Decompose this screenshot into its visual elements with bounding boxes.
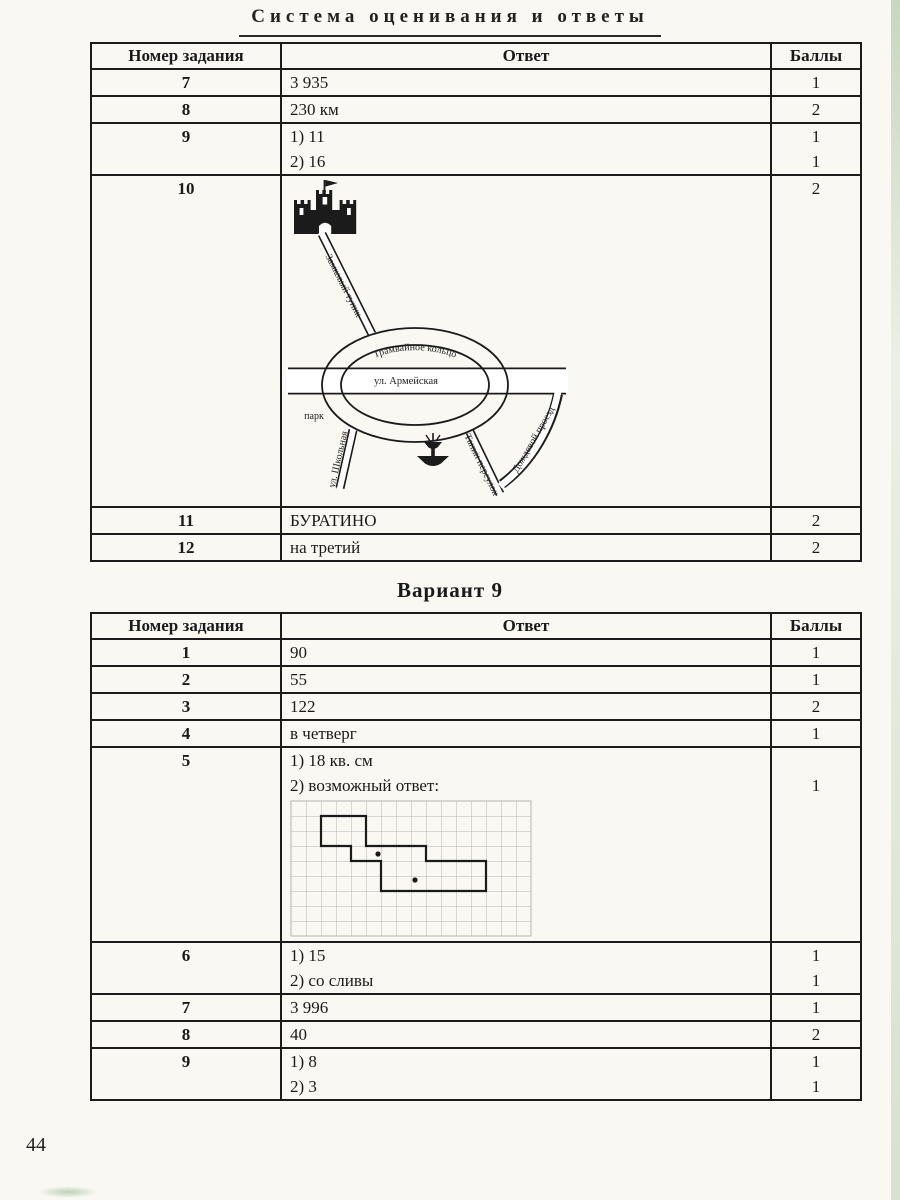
score-cell: 1 — [771, 69, 861, 96]
map-label-tanin-lane: Танин переулок — [461, 432, 501, 498]
col-header-task: Номер задания — [91, 43, 281, 69]
task-number-cell: 9 — [91, 123, 281, 175]
answer-cell: 3 935 — [281, 69, 771, 96]
page-number: 44 — [26, 1134, 46, 1156]
score-cell: 2 — [771, 693, 861, 720]
answer-cell: 55 — [281, 666, 771, 693]
score-cell: 1 — [771, 720, 861, 747]
answer-cell: 1) 8 2) 3 — [281, 1048, 771, 1100]
task-number-cell: 6 — [91, 942, 281, 994]
table-row — [91, 994, 861, 1021]
score-cell: 1 — [771, 747, 861, 942]
answer-cell: 40 — [281, 1021, 771, 1048]
task-number-cell: 12 — [91, 534, 281, 561]
table-row — [91, 693, 861, 720]
answers-table-top — [90, 42, 862, 562]
task-number-cell: 9 — [91, 1048, 281, 1100]
score-cell: 1 1 — [771, 942, 861, 994]
table-row — [91, 534, 861, 561]
table-row — [91, 507, 861, 534]
answer-cell-grid: 1) 18 кв. см 2) возможный ответ: — [281, 747, 771, 942]
col-header-points: Баллы — [771, 43, 861, 69]
answer-cell: 1) 11 2) 16 — [281, 123, 771, 175]
score-cell: 2 — [771, 175, 861, 507]
grid-dot — [412, 877, 417, 882]
answer-cell: 90 — [281, 639, 771, 666]
task-number-cell: 3 — [91, 693, 281, 720]
grid-figure — [290, 800, 532, 937]
answer-cell: 230 км — [281, 96, 771, 123]
table-row — [91, 123, 861, 175]
route-map — [286, 178, 586, 500]
score-cell: 1 — [771, 994, 861, 1021]
task-number-cell: 7 — [91, 994, 281, 1021]
answer-cell-map — [281, 175, 771, 507]
task-number-cell: 4 — [91, 720, 281, 747]
score-cell: 1 — [771, 639, 861, 666]
task-number-cell: 8 — [91, 96, 281, 123]
answer-cell: в четверг — [281, 720, 771, 747]
col-header-answer: Ответ — [281, 613, 771, 639]
variant-heading: Вариант 9 — [397, 578, 503, 602]
map-label-park: парк — [304, 411, 324, 422]
answer-cell: 122 — [281, 693, 771, 720]
answer-cell: на третий — [281, 534, 771, 561]
map-label-tram-ring: Трамвайное кольцо — [371, 342, 459, 361]
answers-table-variant9 — [90, 612, 862, 1101]
table-row — [91, 69, 861, 96]
table-row — [91, 1021, 861, 1048]
col-header-task: Номер задания — [91, 613, 281, 639]
header-row — [91, 43, 861, 69]
grid-dot — [375, 851, 380, 856]
map-label-army-street: ул. Армейская — [374, 376, 438, 387]
score-cell: 1 — [771, 666, 861, 693]
score-cell: 2 — [771, 534, 861, 561]
table-row-map — [91, 175, 861, 507]
task-number-cell: 5 — [91, 747, 281, 942]
table-row — [91, 96, 861, 123]
task-number-cell: 1 — [91, 639, 281, 666]
table-row — [91, 942, 861, 994]
task-number-cell: 2 — [91, 666, 281, 693]
map-label-rain-drive: Дождевой проезд — [510, 404, 558, 475]
fountain-icon — [417, 433, 449, 466]
answer-cell: БУРАТИНО — [281, 507, 771, 534]
task-number-cell: 10 — [91, 175, 281, 507]
col-header-points: Баллы — [771, 613, 861, 639]
table-row-grid — [91, 747, 861, 942]
answer-cell: 1) 15 2) со сливы — [281, 942, 771, 994]
score-cell: 2 — [771, 96, 861, 123]
table-row — [91, 1048, 861, 1100]
score-cell: 1 1 — [771, 1048, 861, 1100]
score-cell: 2 — [771, 507, 861, 534]
scan-artifact-smudge — [38, 1186, 98, 1198]
table-row — [91, 666, 861, 693]
score-cell: 2 — [771, 1021, 861, 1048]
table-row — [91, 720, 861, 747]
task-number-cell: 8 — [91, 1021, 281, 1048]
page-header — [0, 6, 900, 37]
page-header-title: Система оценивания и ответы — [239, 6, 661, 37]
map-label-castle-lane: Замковый тупик — [322, 252, 364, 320]
grid-background — [291, 801, 531, 936]
score-cell: 1 1 — [771, 123, 861, 175]
castle-icon — [294, 180, 356, 234]
task-number-cell: 11 — [91, 507, 281, 534]
header-row — [91, 613, 861, 639]
map-label-school-street: ул. Школьная — [326, 430, 351, 489]
answer-cell: 3 996 — [281, 994, 771, 1021]
col-header-answer: Ответ — [281, 43, 771, 69]
table-row — [91, 639, 861, 666]
task-number-cell: 7 — [91, 69, 281, 96]
